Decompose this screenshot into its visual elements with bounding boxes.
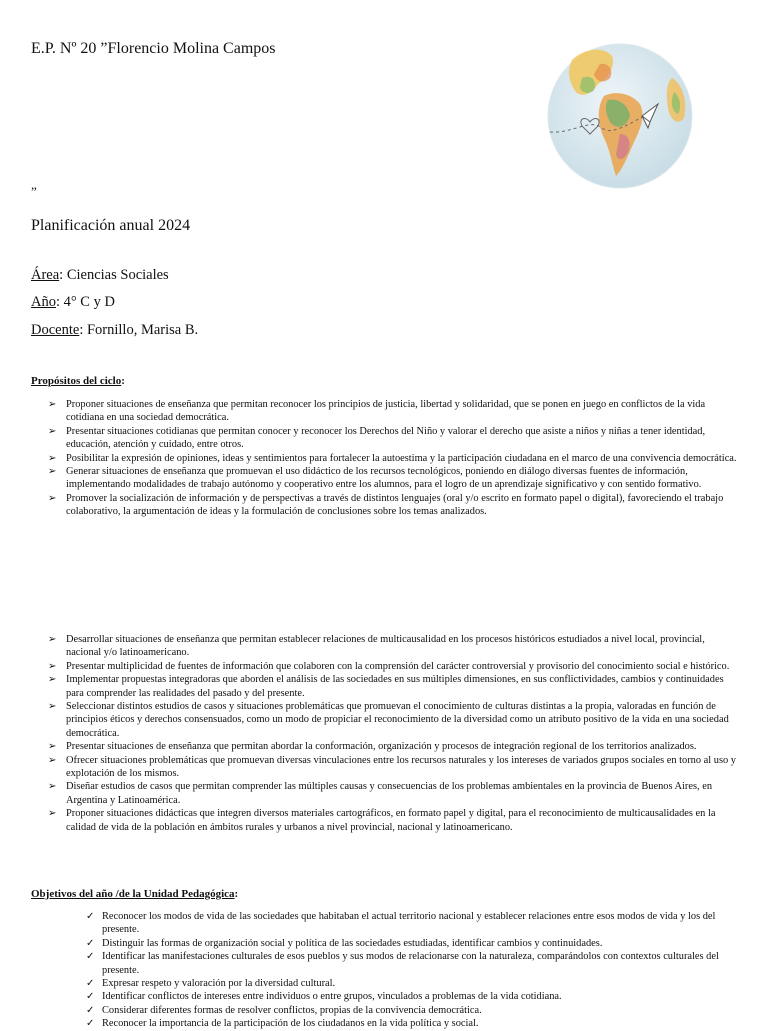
- arrowhead-bullet-icon: ➢: [48, 452, 57, 464]
- checkmark-bullet-icon: ✓: [86, 1004, 95, 1016]
- list-item: ➢ Presentar situaciones cotidianas que permitan conocer y reconocer los Derechos del Niño y valorar el derecho que asiste a niños y niñas a tener identidad, educación, atención y cuidado, entre otros.: [48, 425, 706, 451]
- plan-title: Planificación anual 2024: [31, 217, 191, 234]
- list-item: ➢ Generar situaciones de enseñanza que promuevan el uso didáctico de los recursos tecnológicos, poniendo en diálogo diversas fuentes de información, implementando modalidades de trabajo autónomo y cooperativo entre los alumnos, para el logro de un aprendizaje significativo y con sentido formativo.: [48, 466, 702, 491]
- arrowhead-bullet-icon: ➢: [48, 466, 57, 478]
- school-title: E.P. Nº 20 ”Florencio Molina Campos: [31, 40, 276, 57]
- arrowhead-bullet-icon: ➢: [48, 741, 57, 753]
- list-item: ➢ Presentar situaciones de enseñanza que permitan abordar la conformación, organización y procesos de integración regional de los territorios analizados.: [48, 741, 697, 753]
- area-value: : Ciencias Sociales: [59, 267, 169, 283]
- list-item: ➢ Implementar propuestas integradoras que aborden el análisis de las sociedades en sus múltiples dimensiones, en sus conflictividades, cambios y continuidades para comprender las realidades del pasado y del presente.: [48, 674, 724, 699]
- year-value: : 4° C y D: [55, 294, 115, 310]
- list-item: ➢ Proponer situaciones didácticas que integren diversos materiales cartográficos, en formato papel y digital, para el reconocimiento de multicausalidades en la calidad de vida de la población en ámbitos rurales y urbanos a nivel provincial, nacional y latinoamericano.: [48, 808, 716, 833]
- list-item: ➢ Seleccionar distintos estudios de casos y situaciones problemáticas que promuevan el conocimiento de culturas distintas a la propia, valoradas en función de principios éticos y derechos consensuados, como un modo de propiciar el reconocimiento de la diversidad como un atributo positivo de la vida en una sociedad democrática.: [48, 701, 729, 739]
- list-item: ✓ Reconocer los modos de vida de las sociedades que habitaban el actual territorio nacional y establecer relaciones entre esos modos de vida y los del presente.: [86, 911, 716, 936]
- arrowhead-bullet-icon: ➢: [48, 781, 57, 793]
- purposes-list-a: [48, 398, 738, 519]
- arrowhead-bullet-icon: ➢: [48, 492, 57, 504]
- checkmark-bullet-icon: ✓: [86, 951, 95, 963]
- teacher-label: Docente: [31, 322, 80, 338]
- objectives-list: [84, 910, 746, 1031]
- objectives-heading: Objetivos del año /de la Unidad Pedagógica:: [31, 888, 239, 900]
- year-line: [31, 294, 115, 311]
- arrowhead-bullet-icon: ➢: [48, 701, 57, 713]
- list-item: ➢ Desarrollar situaciones de enseñanza que permitan establecer relaciones de multicausalidad en los procesos históricos estudiados a nivel local, provincial, nacional y/o latinoamericano.: [48, 634, 705, 659]
- area-label: Área: [31, 267, 60, 283]
- checkmark-bullet-icon: ✓: [86, 1018, 95, 1030]
- arrowhead-bullet-icon: ➢: [48, 808, 57, 820]
- list-item: ✓ Identificar conflictos de intereses entre individuos o entre grupos, vinculados a problemas de la vida cotidiana.: [86, 991, 562, 1003]
- globe-paper-plane-icon: [542, 38, 694, 194]
- list-item: ➢ Presentar multiplicidad de fuentes de información que colaboren con la comprensión del carácter controversial y provisorio del conocimiento social e histórico.: [48, 660, 730, 672]
- list-item: ➢ Ofrecer situaciones problemáticas que promuevan diversas vinculaciones entre los recursos naturales y los intereses de variados grupos sociales en torno al uso y explotación de los mismos.: [48, 754, 736, 780]
- list-item: ✓ Reconocer la importancia de la participación de los ciudadanos en la vida política y social.: [86, 1018, 479, 1030]
- list-item: ➢ Diseñar estudios de casos que permitan comprender las múltiples causas y consecuencias de los problemas ambientales en la provincia de Buenos Aires, en Argentina y Latinoamérica.: [48, 781, 713, 806]
- year-label: Año: [31, 294, 56, 310]
- checkmark-bullet-icon: ✓: [86, 991, 95, 1003]
- checkmark-bullet-icon: ✓: [86, 937, 95, 949]
- closing-quote: ”: [31, 184, 37, 199]
- list-item: ✓ Distinguir las formas de organización social y política de las sociedades estudiadas, identificar cambios y continuidades.: [86, 937, 603, 949]
- list-item: ✓ Identificar las manifestaciones culturales de esos pueblos y sus modos de relacionarse con la naturaleza, comparándolos con contextos culturales del presente.: [86, 951, 719, 976]
- arrowhead-bullet-icon: ➢: [48, 399, 57, 410]
- list-item: ➢ Promover la socialización de información y de perspectivas a través de distintos lenguajes (oral y/o escrito en formato papel o digital), favoreciendo el trabajo colaborativo, la argumentación de ideas y la formulación de conclusiones sobre los temas analizados.: [48, 492, 724, 518]
- area-line: [31, 267, 169, 284]
- purposes-list-b: [48, 633, 738, 834]
- teacher-line: [31, 322, 198, 339]
- purposes-heading: Propósitos del ciclo:: [31, 375, 125, 387]
- list-item: ➢ Proponer situaciones de enseñanza que permitan reconocer los principios de justicia, libertad y solidaridad, que se ponen en juego en conflictos de la vida cotidiana en una sociedad democrática.: [48, 399, 706, 424]
- teacher-value: : Fornillo, Marisa B.: [79, 322, 199, 338]
- list-item: ✓ Considerar diferentes formas de resolver conflictos, propias de la convivencia democrática.: [86, 1004, 482, 1016]
- checkmark-bullet-icon: ✓: [86, 978, 95, 990]
- arrowhead-bullet-icon: ➢: [48, 425, 57, 437]
- list-item: ✓ Expresar respeto y valoración por la diversidad cultural.: [86, 978, 336, 990]
- arrowhead-bullet-icon: ➢: [48, 754, 57, 766]
- arrowhead-bullet-icon: ➢: [48, 674, 57, 686]
- list-item: ➢ Posibilitar la expresión de opiniones, ideas y sentimientos para fortalecer la autoestima y la participación ciudadana en el marco de una convivencia democrática.: [48, 452, 737, 464]
- arrowhead-bullet-icon: ➢: [48, 634, 57, 645]
- arrowhead-bullet-icon: ➢: [48, 660, 57, 672]
- checkmark-bullet-icon: ✓: [86, 911, 95, 922]
